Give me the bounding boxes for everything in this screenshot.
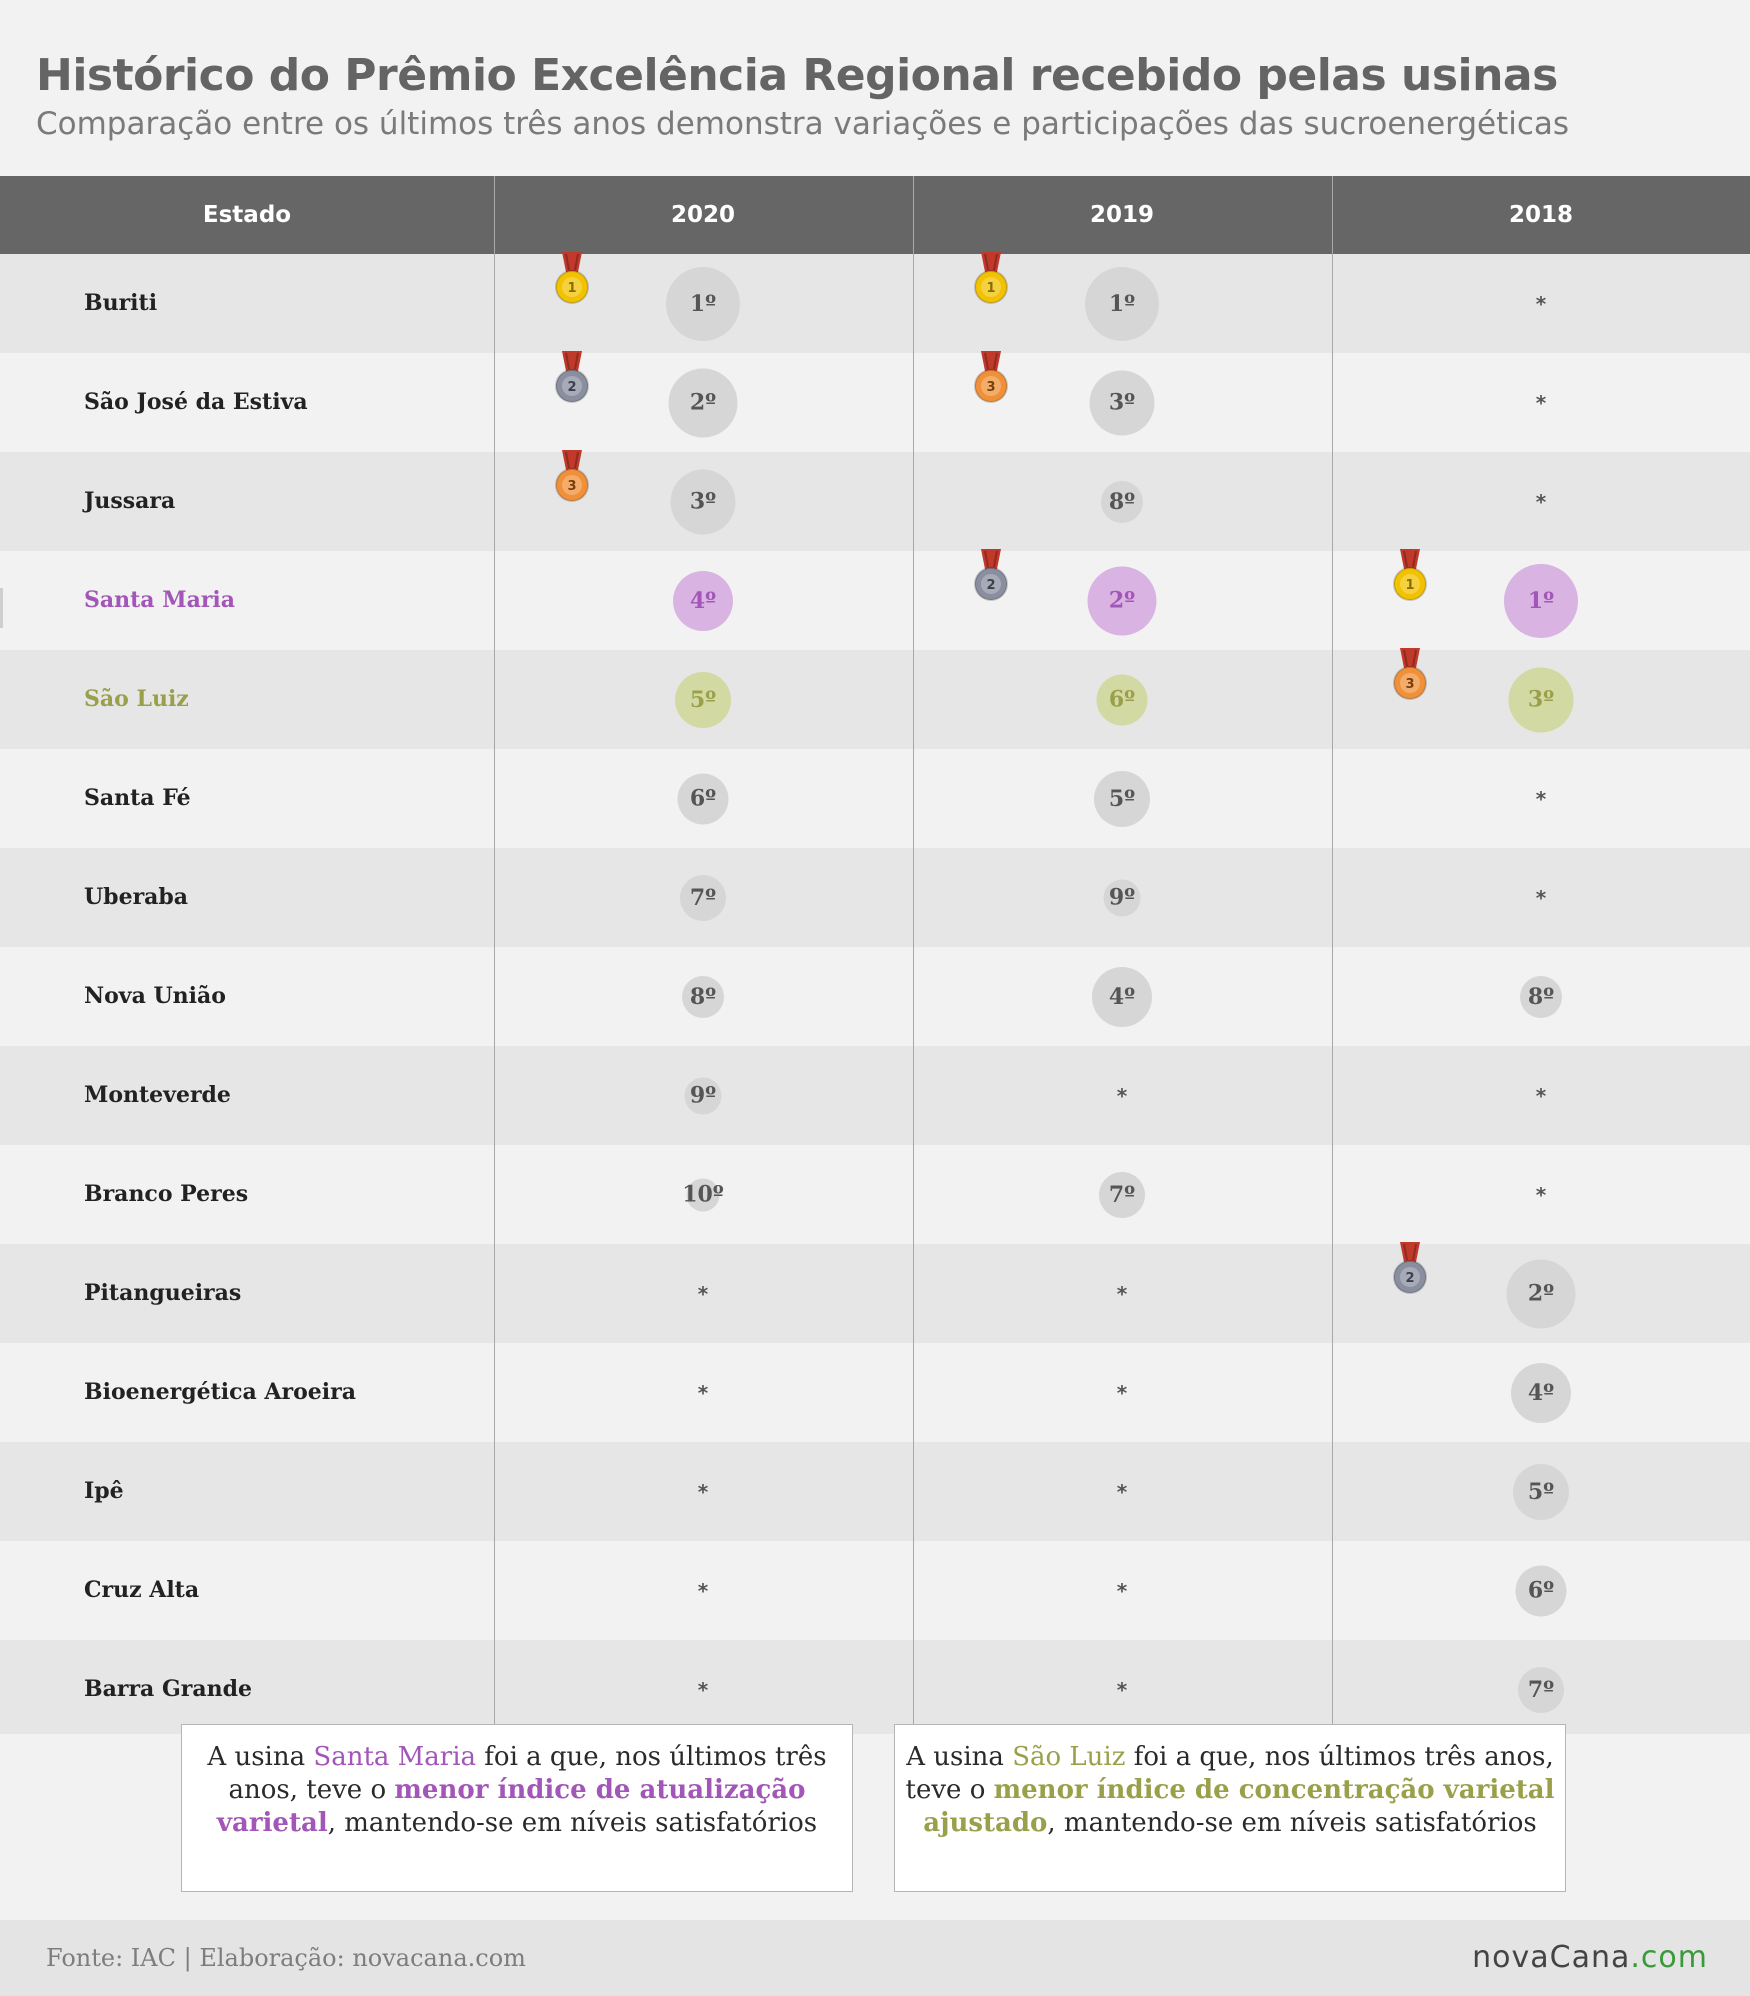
note-text: A usina — [207, 1742, 314, 1772]
rank-cell-2018 — [1332, 452, 1750, 551]
note-text: A usina — [906, 1742, 1013, 1772]
rank-circle: 2º — [1088, 566, 1157, 635]
row-label: Barra Grande — [84, 1676, 252, 1702]
rank-cell-2020 — [494, 650, 912, 749]
not-ranked-mark: * — [1116, 1083, 1128, 1108]
table-row — [0, 1145, 1750, 1244]
row-label: São Luiz — [84, 686, 189, 712]
row-marker — [0, 588, 3, 628]
not-ranked-mark: * — [697, 1281, 709, 1306]
not-ranked-mark: * — [1535, 885, 1547, 910]
logo-domain: .com — [1630, 1940, 1708, 1975]
row-label: Pitangueiras — [84, 1280, 242, 1306]
table-row — [0, 1343, 1750, 1442]
svg-text:2: 2 — [1405, 1271, 1415, 1286]
not-ranked-mark: * — [697, 1677, 709, 1702]
rank-cell-2020 — [494, 452, 912, 551]
rank-circle: 5º — [675, 672, 731, 728]
not-ranked-mark: * — [697, 1479, 709, 1504]
rank-cell-2019 — [913, 551, 1331, 650]
not-ranked-mark: * — [1116, 1578, 1128, 1603]
not-ranked-mark: * — [1535, 1182, 1547, 1207]
chart-title: Histórico do Prêmio Excelência Regional recebido pelas usinas — [36, 50, 1558, 101]
rank-cell-2019 — [913, 947, 1331, 1046]
column-header-2019: 2019 — [1089, 202, 1154, 228]
row-label: Ipê — [84, 1478, 124, 1504]
header — [0, 0, 1750, 176]
table-row — [0, 1541, 1750, 1640]
table-row — [0, 848, 1750, 947]
medal-icon — [552, 450, 592, 506]
rank-circle: 2º — [669, 368, 738, 437]
row-label: Santa Maria — [84, 587, 236, 613]
rank-cell-2018 — [1332, 551, 1750, 650]
row-label: Cruz Alta — [84, 1577, 200, 1603]
table-row — [0, 947, 1750, 1046]
rank-cell-2019 — [913, 1145, 1331, 1244]
rank-cell-2019 — [913, 848, 1331, 947]
rank-circle: 9º — [685, 1077, 722, 1114]
svg-text:2: 2 — [986, 578, 996, 593]
table-row — [0, 551, 1750, 650]
rank-circle: 9º — [1104, 879, 1141, 916]
rank-circle: 3º — [1509, 667, 1574, 732]
rank-cell-2020 — [494, 749, 912, 848]
rank-circle: 8º — [1520, 976, 1562, 1018]
rank-cell-2018 — [1332, 650, 1750, 749]
rank-circle: 7º — [1099, 1172, 1145, 1218]
rank-cell-2018 — [1332, 1145, 1750, 1244]
rank-cell-2019 — [913, 452, 1331, 551]
rank-cell-2018 — [1332, 1343, 1750, 1442]
rank-cell-2018 — [1332, 254, 1750, 353]
table-row — [0, 452, 1750, 551]
rank-cell-2018 — [1332, 1442, 1750, 1541]
medal-icon — [1390, 549, 1430, 605]
medal-icon — [552, 351, 592, 407]
rank-circle: 6º — [678, 773, 729, 824]
rank-cell-2018 — [1332, 1046, 1750, 1145]
svg-text:1: 1 — [1405, 578, 1415, 593]
table-row — [0, 650, 1750, 749]
medal-icon — [1390, 1242, 1430, 1298]
rank-circle: 4º — [1511, 1363, 1571, 1423]
row-label: Bioenergética Aroeira — [84, 1379, 356, 1405]
rank-cell-2019 — [913, 1244, 1331, 1343]
note-text: , mantendo-se em níveis satisfatórios — [1047, 1808, 1537, 1838]
note-santa-maria — [181, 1724, 853, 1892]
rank-cell-2020 — [494, 947, 912, 1046]
column-divider — [1332, 176, 1333, 1734]
rank-circle: 7º — [1518, 1667, 1564, 1713]
svg-text:3: 3 — [567, 479, 577, 494]
not-ranked-mark: * — [1535, 1083, 1547, 1108]
table-row — [0, 1244, 1750, 1343]
column-header-estado: Estado — [202, 202, 292, 228]
column-header-2018: 2018 — [1508, 202, 1573, 228]
svg-text:1: 1 — [567, 281, 577, 296]
rank-cell-2019 — [913, 353, 1331, 452]
rank-circle: 8º — [1101, 481, 1143, 523]
not-ranked-mark: * — [1116, 1281, 1128, 1306]
note-highlight-index: menor índice de concentração varietal ajustado — [923, 1775, 1555, 1838]
not-ranked-mark: * — [1535, 390, 1547, 415]
table-row — [0, 1442, 1750, 1541]
row-label: São José da Estiva — [84, 389, 308, 415]
note-sao-luiz — [894, 1724, 1566, 1892]
svg-text:3: 3 — [986, 380, 996, 395]
rank-circle: 1º — [666, 267, 740, 341]
table-row — [0, 254, 1750, 353]
row-label: Jussara — [84, 488, 176, 514]
note-text: , mantendo-se em níveis satisfatórios — [327, 1808, 818, 1838]
medal-icon — [971, 351, 1011, 407]
rank-cell-2018 — [1332, 749, 1750, 848]
not-ranked-mark: * — [1535, 489, 1547, 514]
rank-cell-2020 — [494, 1046, 912, 1145]
rank-circle: 7º — [680, 875, 726, 921]
rank-circle: 3º — [1090, 370, 1155, 435]
rank-cell-2019 — [913, 650, 1331, 749]
rank-cell-2019 — [913, 749, 1331, 848]
rank-cell-2020 — [494, 1145, 912, 1244]
not-ranked-mark: * — [1535, 786, 1547, 811]
rank-cell-2020 — [494, 1541, 912, 1640]
table-header — [0, 176, 1750, 254]
column-divider — [913, 176, 914, 1734]
note-highlight-name: Santa Maria — [313, 1742, 477, 1772]
svg-text:3: 3 — [1405, 677, 1415, 692]
svg-text:2: 2 — [567, 380, 577, 395]
rank-circle: 4º — [673, 571, 733, 631]
novacana-logo[interactable] — [1472, 1920, 1708, 1996]
rank-circle: 10º — [687, 1178, 720, 1211]
rank-cell-2019 — [913, 254, 1331, 353]
rank-cell-2018 — [1332, 848, 1750, 947]
rank-circle: 8º — [682, 976, 724, 1018]
rank-circle: 2º — [1507, 1259, 1576, 1328]
not-ranked-mark: * — [1535, 291, 1547, 316]
row-label: Branco Peres — [84, 1181, 249, 1207]
rank-cell-2019 — [913, 1343, 1331, 1442]
note-text: foi a que, nos últimos três anos, teve o — [905, 1742, 1554, 1805]
medal-icon — [1390, 648, 1430, 704]
row-label: Uberaba — [84, 884, 189, 910]
medal-icon — [552, 252, 592, 308]
rank-cell-2020 — [494, 848, 912, 947]
row-label: Monteverde — [84, 1082, 231, 1108]
row-label: Nova União — [84, 983, 226, 1009]
rank-circle: 1º — [1085, 267, 1159, 341]
table-row — [0, 1046, 1750, 1145]
rank-circle: 1º — [1504, 564, 1578, 638]
rank-cell-2019 — [913, 1541, 1331, 1640]
svg-text:1: 1 — [986, 281, 996, 296]
note-highlight-name: São Luiz — [1012, 1742, 1126, 1772]
logo-text: novaCana — [1472, 1940, 1631, 1975]
chart-subtitle: Comparação entre os últimos três anos demonstra variações e participações das sucroenergéticas — [36, 106, 1570, 142]
source-credit: Fonte: IAC | Elaboração: novacana.com — [46, 1944, 526, 1972]
note-highlight-index: menor índice de atualização varietal — [216, 1775, 806, 1838]
rank-cell-2018 — [1332, 353, 1750, 452]
rank-cell-2018 — [1332, 1541, 1750, 1640]
column-divider — [494, 176, 495, 1734]
rank-circle: 6º — [1516, 1565, 1567, 1616]
row-label: Buriti — [84, 290, 158, 316]
footer — [0, 1920, 1750, 1996]
column-header-2020: 2020 — [670, 202, 735, 228]
not-ranked-mark: * — [1116, 1380, 1128, 1405]
table-row — [0, 749, 1750, 848]
rank-cell-2020 — [494, 353, 912, 452]
rank-cell-2018 — [1332, 1244, 1750, 1343]
table-row — [0, 353, 1750, 452]
not-ranked-mark: * — [697, 1380, 709, 1405]
rank-cell-2018 — [1332, 947, 1750, 1046]
rank-circle: 5º — [1513, 1464, 1569, 1520]
rank-cell-2020 — [494, 551, 912, 650]
medal-icon — [971, 252, 1011, 308]
row-label: Santa Fé — [84, 785, 191, 811]
medal-icon — [971, 549, 1011, 605]
not-ranked-mark: * — [697, 1578, 709, 1603]
rank-cell-2020 — [494, 1442, 912, 1541]
rank-circle: 3º — [671, 469, 736, 534]
rank-cell-2019 — [913, 1046, 1331, 1145]
not-ranked-mark: * — [1116, 1479, 1128, 1504]
note-text: foi a que, nos últimos três anos, teve o — [228, 1742, 827, 1805]
rank-circle: 4º — [1092, 967, 1152, 1027]
not-ranked-mark: * — [1116, 1677, 1128, 1702]
rank-cell-2020 — [494, 1244, 912, 1343]
rank-cell-2020 — [494, 1343, 912, 1442]
rank-cell-2019 — [913, 1442, 1331, 1541]
rank-circle: 6º — [1097, 674, 1148, 725]
rank-circle: 5º — [1094, 771, 1150, 827]
rank-cell-2020 — [494, 254, 912, 353]
